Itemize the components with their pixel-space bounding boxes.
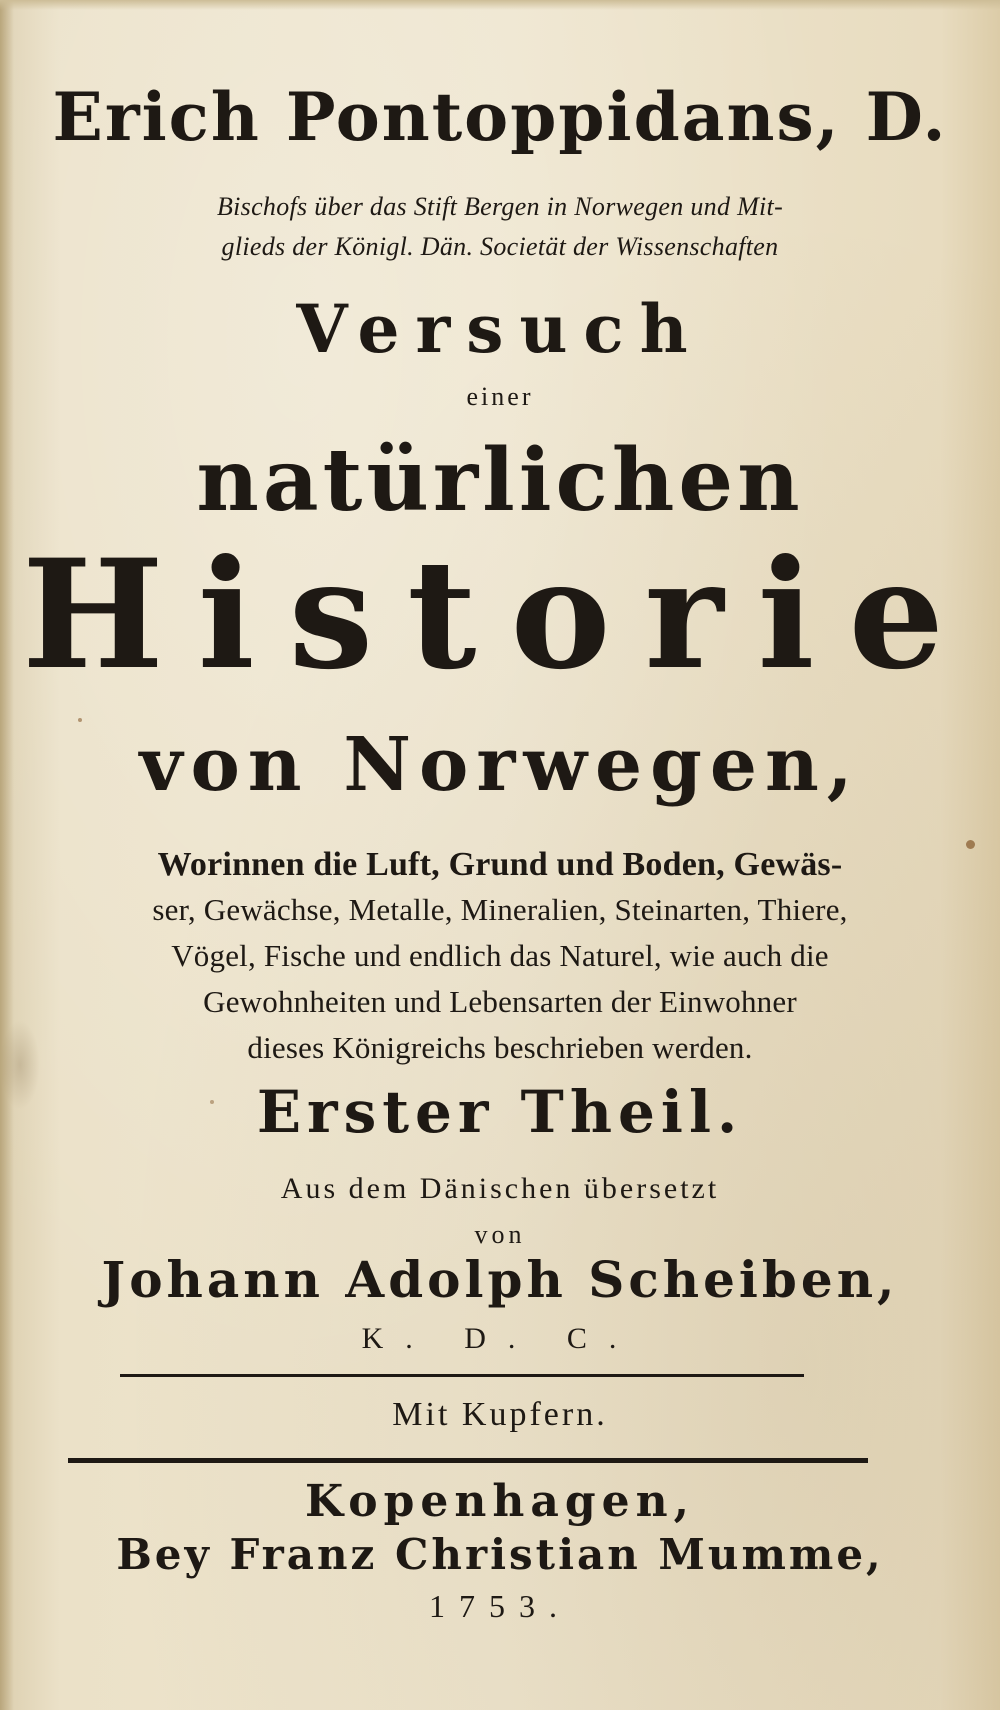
divider-rule [120,1374,804,1377]
author-description-line: Bischofs über das Stift Bergen in Norwegen und Mit- [216,192,784,221]
divider-rule-thick [68,1458,868,1463]
title-natuerlichen: natürlichen [196,430,804,531]
subtitle-line: ser, Gewächse, Metalle, Mineralien, Steinarten, Thiere, [152,892,848,927]
title-versuch: Versuch [296,290,704,368]
subtitle-line: Worinnen die Luft, Grund und Boden, Gewäs- [157,846,843,883]
title-einer: einer [466,382,534,411]
title-von-norwegen: von Norwegen, [139,722,861,808]
subtitle-line: dieses Königreichs beschrieben werden. [247,1030,753,1065]
title-historie: Historie [22,527,978,703]
translation-note: Aus dem Dänischen übersetzt [280,1172,720,1205]
imprint-publisher: Bey Franz Christian Mumme, [116,1530,884,1579]
translator-name: Johann Adolph Scheiben, [101,1250,899,1309]
page-top-shadow [0,0,1000,10]
imprint-year: 1753. [429,1588,571,1624]
volume-label: Erster Theil. [256,1078,744,1146]
subtitle-line: Gewohnheiten und Lebensarten der Einwohner [203,984,797,1019]
subtitle-line: Vögel, Fische und endlich das Naturel, wie auch die [171,938,829,973]
imprint-place: Kopenhagen, [305,1476,695,1527]
illustrations-note: Mit Kupfern. [392,1396,608,1433]
author-description-line: glieds der Königl. Dän. Societät der Wissenschaften [221,232,779,261]
translator-by: von [474,1220,526,1249]
translator-initials: K. D. C. [361,1322,639,1355]
author-name: Erich Pontoppidans, D. [52,78,948,156]
